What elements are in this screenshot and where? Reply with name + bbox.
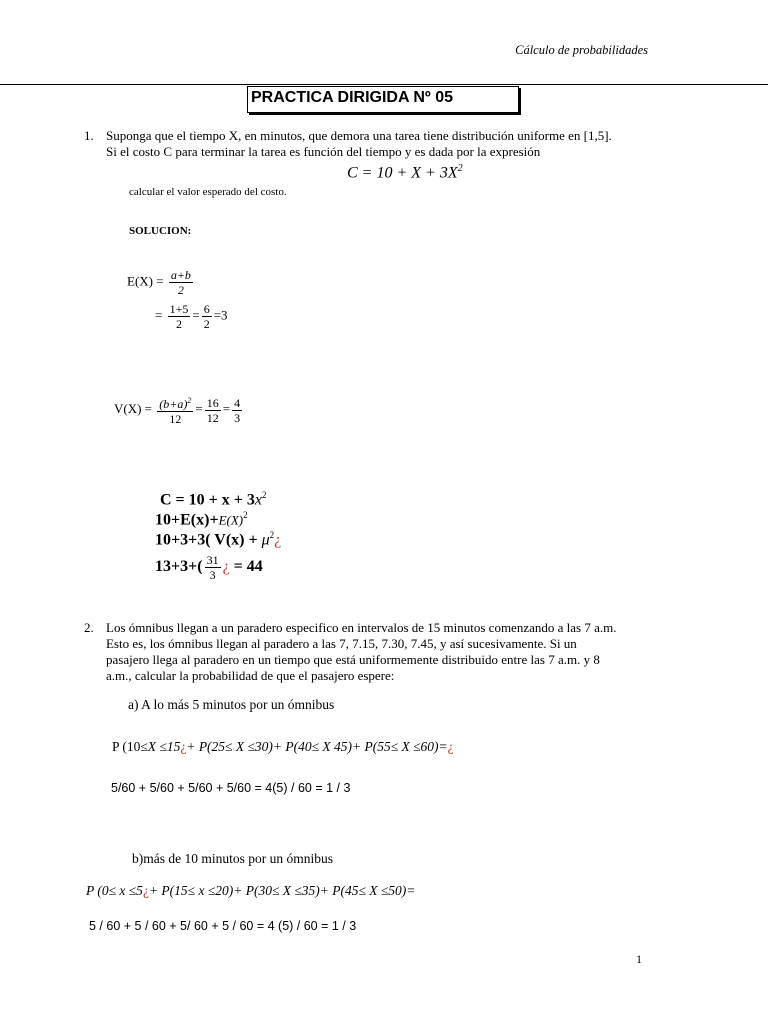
fraction-31-over-3: $\frac{31}{3}$ xyxy=(206,553,219,582)
expected-value-result: = $\frac{1+5}{2}$ = $\frac{6}{2}$ =3 xyxy=(155,302,228,331)
problem-2-line-3: pasajero llega al paradero en un tiempo que está uniformemente distribuido entre las 7 a.m. y 8 xyxy=(106,652,600,667)
part-b-calculation: 5 / 60 + 5 / 60 + 5/ 60 + 5 / 60 = 4 (5) / 60 = 1 / 3 xyxy=(89,919,357,933)
problem-1-line-2: Si el costo C para terminar la tarea es función del tiempo y es dada por la expresión xyxy=(106,144,541,159)
running-header: Cálculo de probabilidades xyxy=(515,43,648,57)
problem-2-number: 2. xyxy=(84,620,94,635)
part-b-label: b)más de 10 minutos por un ómnibus xyxy=(132,851,333,866)
variance-formula: V(X) = $\frac{(b+a)^2}{12}$ = $\frac{16}{12}$ = $\frac{4}{3}$ xyxy=(114,395,241,426)
problem-2-line-1: Los ómnibus llegan a un paradero especifico en intervalos de 15 minutos comenzando a las 7 a.m. xyxy=(106,620,617,635)
expected-value-formula: E(X) = $\frac{a+b}{2}$ xyxy=(127,268,191,297)
cost-line-4: 13+3+( $\frac{31}{3}$ ¿ = 44 xyxy=(155,553,263,582)
fraction-16-over-12: $\frac{16}{12}$ xyxy=(206,395,219,425)
solution-heading: SOLUCION: xyxy=(129,225,192,237)
fraction-1-plus-5-over-2: $\frac{1+5}{2}$ xyxy=(169,302,189,331)
part-a-probability: P (10≤X ≤15¿+ P(25≤ X ≤30)+ P(40≤ X 45)+ P(55≤ X ≤60)=¿ xyxy=(112,739,454,754)
problem-2-line-2: Esto es, los ómnibus llegan al paradero a las 7, 7.15, 7.30, 7.45, y así sucesivamente. Si un xyxy=(106,636,577,651)
part-a-calculation: 5/60 + 5/60 + 5/60 + 5/60 = 4(5) / 60 = 1 / 3 xyxy=(111,781,351,795)
part-b-probability: P (0≤ x ≤5¿+ P(15≤ x ≤20)+ P(30≤ X ≤35)+ P(45≤ X ≤50)= xyxy=(86,883,416,898)
cost-line-2: $10+E(x)+E(X)^2$ xyxy=(155,510,248,529)
fraction-b-plus-a-squared-over-12: $\frac{(b+a)^2}{12}$ xyxy=(159,396,192,426)
problem-1-line-1: Suponga que el tiempo X, en minutos, que demora una tarea tiene distribución uniforme en [1,5]. xyxy=(106,128,612,143)
page-title: PRACTICA DIRIGIDA Nº 05 xyxy=(251,89,454,106)
part-a-label: a) A lo más 5 minutos por un ómnibus xyxy=(128,697,335,712)
cost-line-3: 10+3+3( $V(x) + \mu^2¿$ xyxy=(155,530,282,549)
fraction-6-over-2: $\frac{6}{2}$ xyxy=(203,302,210,331)
page-number: 1 xyxy=(636,952,642,966)
fraction-a-plus-b-over-2: $\frac{a+b}{2}$ xyxy=(170,268,191,297)
problem-1-number: 1. xyxy=(84,128,94,143)
problem-1-instruction: calcular el valor esperado del costo. xyxy=(129,186,287,198)
header-rule xyxy=(0,84,768,85)
problem-2-line-4: a.m., calcular la probabilidad de que el pasajero espere: xyxy=(106,668,395,683)
cost-formula: $C = 10 + X + 3X^2$ xyxy=(347,163,463,182)
fraction-4-over-3: $\frac{4}{3}$ xyxy=(234,395,241,425)
cost-line-1: $C = 10 + x + 3x^2$ xyxy=(160,490,267,509)
